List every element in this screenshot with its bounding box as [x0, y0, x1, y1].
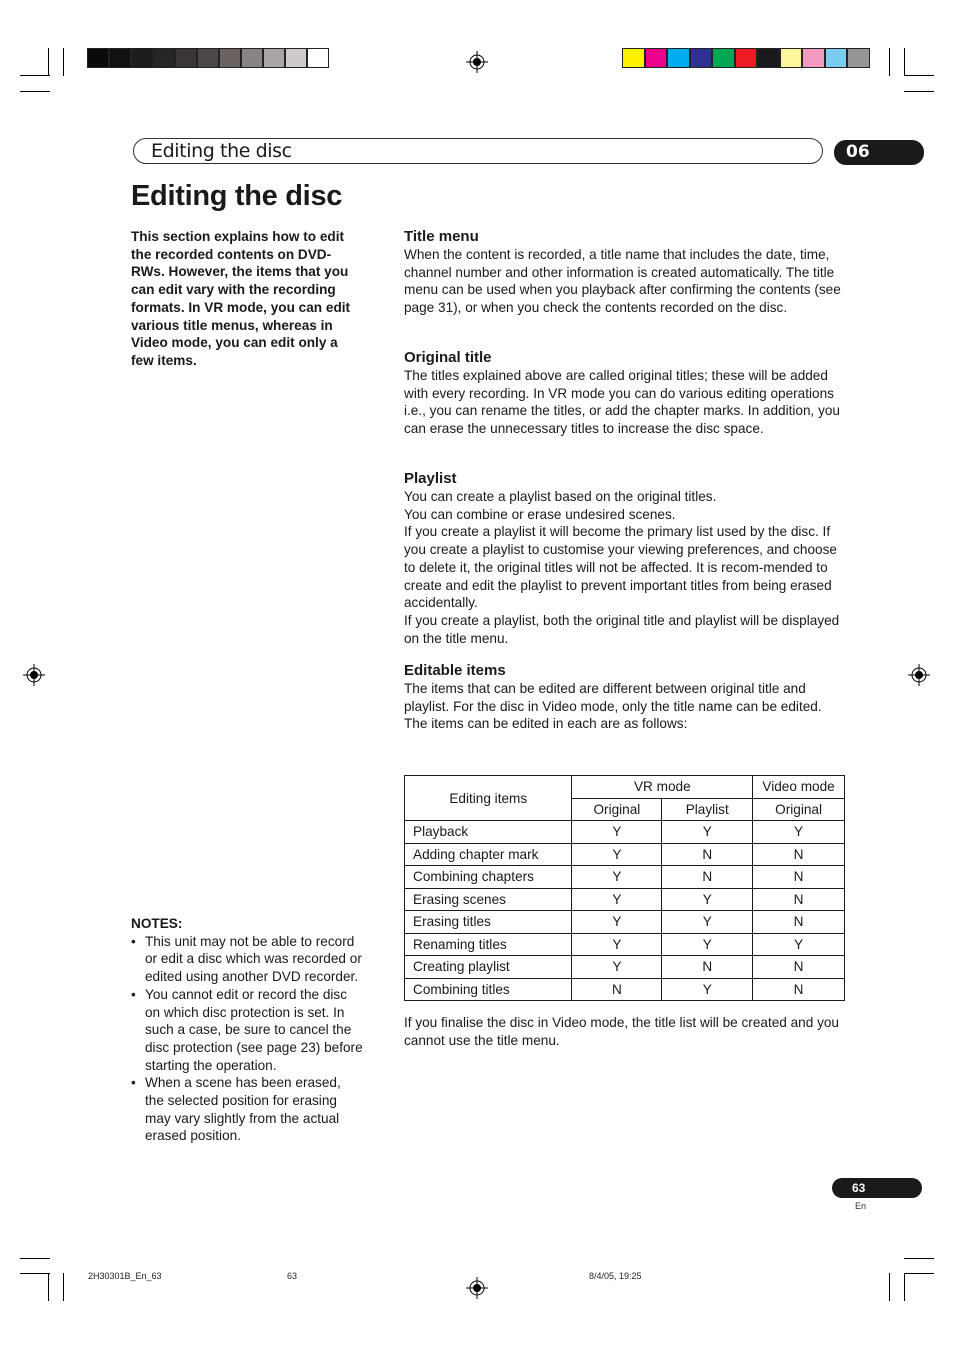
color-swatch	[690, 48, 713, 68]
section-heading: Original title	[404, 349, 492, 366]
registration-target-icon	[466, 51, 488, 73]
crop-mark	[63, 1273, 64, 1301]
editable-items-table	[404, 775, 845, 1001]
language-label: En	[855, 1201, 867, 1211]
row-vr-playlist-cell: N	[662, 843, 753, 866]
slug-file: 2H30301B_En_63	[88, 1271, 162, 1281]
color-swatch	[197, 48, 219, 68]
row-video-original-cell: Y	[753, 821, 845, 844]
crop-mark	[904, 1273, 934, 1274]
chapter-title: Editing the disc	[151, 140, 292, 162]
section-paragraph: The items can be edited in each are as follows:	[404, 716, 688, 732]
color-swatch	[802, 48, 825, 68]
color-swatch	[825, 48, 848, 68]
color-swatch	[285, 48, 307, 68]
crop-mark	[20, 1258, 50, 1259]
color-swatch	[175, 48, 197, 68]
color-swatch	[263, 48, 285, 68]
note-item: • You cannot edit or record the disc on which disc protection is set. In such a case, be sure to cancel the disc protection (see page 23) before starting the operation.	[131, 986, 363, 1075]
color-swatch	[847, 48, 870, 68]
section-paragraph: You can create a playlist based on the original titles.	[404, 489, 717, 504]
color-swatch	[109, 48, 131, 68]
table-row	[405, 821, 845, 844]
section-paragraph: If you create a playlist it will become the primary list used by the disc. If you create a playlist to customise your viewing preferences, and choose to delete it, the original titles will not be affected. It is recom-mended to create and edit the playlist to prevent important titles from being erased accidentally.	[404, 524, 837, 611]
page-title: Editing the disc	[131, 180, 343, 212]
crop-mark	[904, 75, 934, 76]
table-row	[405, 956, 845, 979]
color-swatch	[735, 48, 758, 68]
color-swatch	[87, 48, 109, 68]
chapter-number-badge: 06	[834, 140, 924, 165]
color-swatch	[307, 48, 329, 68]
section-original-title	[404, 349, 846, 438]
notes-heading: NOTES:	[131, 916, 183, 931]
row-vr-original-cell: Y	[572, 843, 662, 866]
color-swatch	[622, 48, 645, 68]
table-header-video-mode: Video mode	[753, 776, 845, 799]
table-row	[405, 933, 845, 956]
crop-mark	[904, 48, 905, 76]
notes-box	[131, 915, 363, 1145]
section-editable-items	[404, 662, 846, 733]
crop-mark	[20, 91, 50, 92]
section-paragraph: If you create a playlist, both the original title and playlist will be displayed on the title menu.	[404, 612, 840, 646]
row-item-cell: Creating playlist	[405, 956, 572, 979]
section-title-menu	[404, 228, 846, 317]
row-vr-playlist-cell: Y	[662, 821, 753, 844]
crop-mark	[889, 48, 890, 76]
color-swatch	[645, 48, 668, 68]
color-swatch	[131, 48, 153, 68]
table-header-editing-items: Editing items	[405, 776, 572, 821]
section-paragraph: The items that can be edited are different between original title and playlist. For the disc in Video mode, only the title name can be edited.	[404, 681, 822, 714]
row-video-original-cell: Y	[753, 933, 845, 956]
table-row	[405, 843, 845, 866]
crop-mark	[904, 1273, 905, 1301]
row-video-original-cell: N	[753, 866, 845, 889]
row-item-cell: Playback	[405, 821, 572, 844]
table-subheader-playlist: Playlist	[662, 798, 753, 821]
crop-mark	[20, 1273, 50, 1274]
row-vr-original-cell: Y	[572, 933, 662, 956]
section-heading: Playlist	[404, 470, 457, 487]
section-playlist	[404, 470, 846, 647]
row-item-cell: Erasing titles	[405, 911, 572, 934]
row-vr-playlist-cell: Y	[662, 911, 753, 934]
row-vr-playlist-cell: Y	[662, 888, 753, 911]
crop-mark	[904, 91, 934, 92]
crop-mark	[889, 1273, 890, 1301]
color-swatch	[712, 48, 735, 68]
registration-target-icon	[23, 664, 45, 686]
color-swatch	[241, 48, 263, 68]
chapter-header	[133, 138, 823, 164]
table-header-vr-mode: VR mode	[572, 776, 753, 799]
row-vr-playlist-cell: N	[662, 866, 753, 889]
row-vr-original-cell: Y	[572, 911, 662, 934]
row-item-cell: Adding chapter mark	[405, 843, 572, 866]
table-row	[405, 978, 845, 1001]
crop-mark	[904, 1258, 934, 1259]
table-row	[405, 888, 845, 911]
row-item-cell: Renaming titles	[405, 933, 572, 956]
row-video-original-cell: N	[753, 888, 845, 911]
row-vr-playlist-cell: N	[662, 956, 753, 979]
row-vr-original-cell: Y	[572, 888, 662, 911]
color-swatch	[219, 48, 241, 68]
row-video-original-cell: N	[753, 956, 845, 979]
row-vr-original-cell: Y	[572, 866, 662, 889]
table-row	[405, 911, 845, 934]
slug-date: 8/4/05, 19:25	[589, 1271, 642, 1281]
row-video-original-cell: N	[753, 978, 845, 1001]
section-paragraph: You can combine or erase undesired scenes.	[404, 506, 676, 522]
section-paragraph: The titles explained above are called original titles; these will be added with every recording. In VR mode you can do various editing operations i.e., you can rename the titles, or add the chapter marks. In addition, you can erase the unnecessary titles to increase the disc space.	[404, 368, 840, 437]
finalise-note: If you finalise the disc in Video mode, the title list will be created and you cannot use the title menu.	[404, 1015, 839, 1048]
crop-mark	[63, 48, 64, 76]
slug-page: 63	[287, 1271, 298, 1281]
note-item: • This unit may not be able to record or edit a disc which was recorded or edited using another DVD recorder.	[131, 933, 363, 986]
row-vr-original-cell: Y	[572, 956, 662, 979]
crop-mark	[20, 75, 50, 76]
row-item-cell: Combining titles	[405, 978, 572, 1001]
table-subheader-video-original: Original	[753, 798, 845, 821]
registration-target-icon	[908, 664, 930, 686]
section-heading: Editable items	[404, 662, 506, 679]
section-paragraph: When the content is recorded, a title name that includes the date, time, channel number and other information is created automatically. The title menu can be used when you playback after confirming the contents (see page 31), or when you check the contents recorded on the disc.	[404, 247, 841, 316]
crop-mark	[48, 48, 49, 76]
color-swatch	[757, 48, 780, 68]
row-video-original-cell: N	[753, 843, 845, 866]
crop-mark	[48, 1273, 49, 1301]
table-subheader-original: Original	[572, 798, 662, 821]
page-number-badge: 63	[832, 1178, 922, 1198]
row-vr-playlist-cell: Y	[662, 978, 753, 1001]
intro-text: This section explains how to edit the recorded contents on DVD-RWs. However, the items that you can edit vary with the recording formats. In VR mode, you can edit various title menus, whereas in Video mode, you can edit only a few items.	[131, 229, 351, 368]
color-swatch	[667, 48, 690, 68]
note-item: • When a scene has been erased, the selected position for erasing may vary slightly from the actual erased position.	[131, 1074, 363, 1145]
section-heading: Title menu	[404, 228, 479, 245]
row-vr-original-cell: Y	[572, 821, 662, 844]
color-swatch	[780, 48, 803, 68]
table-row	[405, 866, 845, 889]
row-item-cell: Erasing scenes	[405, 888, 572, 911]
row-item-cell: Combining chapters	[405, 866, 572, 889]
row-vr-original-cell: N	[572, 978, 662, 1001]
color-swatch	[153, 48, 175, 68]
registration-target-icon	[466, 1277, 488, 1299]
row-video-original-cell: N	[753, 911, 845, 934]
row-vr-playlist-cell: Y	[662, 933, 753, 956]
